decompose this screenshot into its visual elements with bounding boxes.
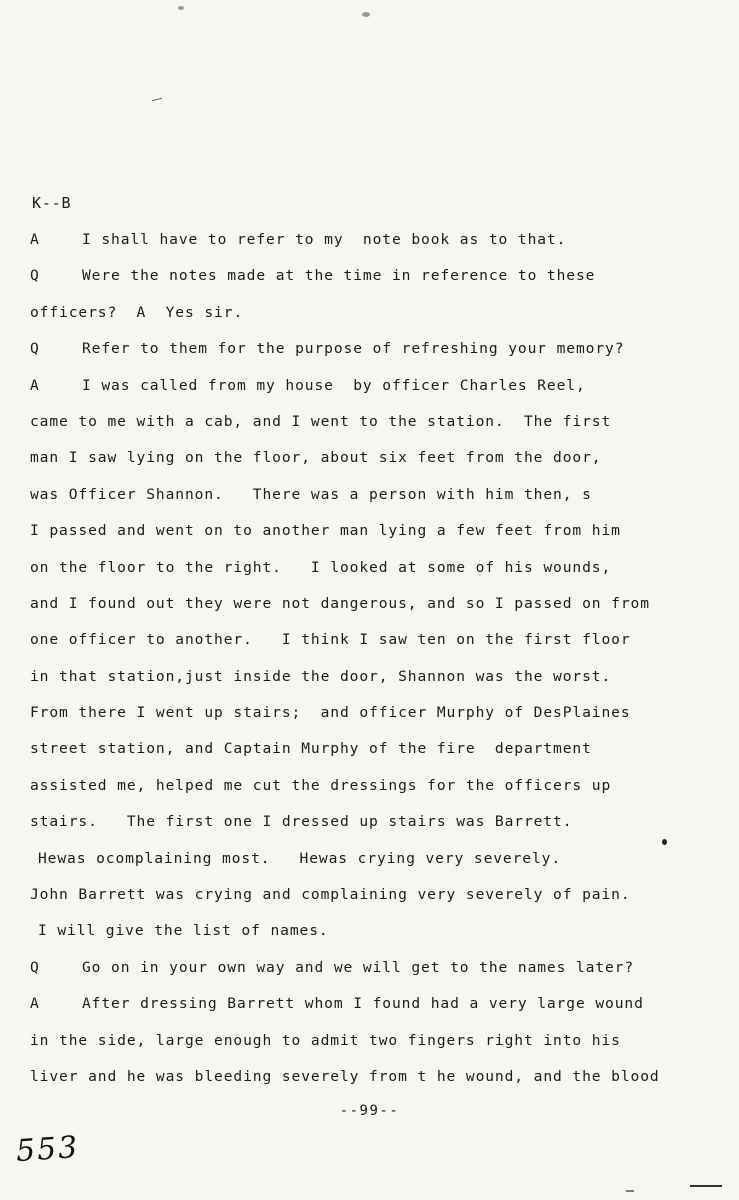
scan-speck <box>362 12 370 17</box>
testimony-line <box>30 477 720 513</box>
speaker-label: Q <box>30 267 40 285</box>
testimony-body <box>30 222 720 1095</box>
testimony-line <box>30 659 720 695</box>
line-text: one officer to another. I think I saw ten on the first floor <box>30 631 631 649</box>
line-text: After dressing Barrett whom I found had a very large wound <box>82 995 644 1013</box>
line-text: in that station,just inside the door, Shannon was the worst. <box>30 667 612 685</box>
scan-mark <box>690 1185 722 1187</box>
speaker-label: A <box>30 376 40 394</box>
speaker-label: A <box>30 231 40 248</box>
speaker-label: Q <box>30 958 40 976</box>
handwritten-page-number: 553 <box>14 1129 81 1170</box>
testimony-line <box>30 877 720 913</box>
line-text: street station, and Captain Murphy of the fire department <box>30 740 592 758</box>
speaker-label: Q <box>30 340 40 358</box>
line-text: and I found out they were not dangerous, and so I passed on from <box>30 594 650 612</box>
testimony-line <box>30 622 720 658</box>
testimony-line <box>30 986 720 1022</box>
line-text: From there I went up stairs; and officer Murphy of DesPlaines <box>30 704 631 722</box>
line-text: liver and he was bleeding severely from t he wound, and the blood <box>30 1067 660 1085</box>
line-text: I will give the list of names. <box>38 922 329 940</box>
testimony-line <box>30 295 720 331</box>
testimony-line <box>30 440 720 476</box>
line-text: stairs. The first one I dressed up stairs was Barrett. <box>30 813 573 831</box>
testimony-line <box>30 768 720 804</box>
testimony-line <box>30 804 720 840</box>
testimony-line <box>30 841 720 877</box>
line-text: Refer to them for the purpose of refreshing your memory? <box>82 340 625 358</box>
page-number: --99-- <box>339 1103 400 1119</box>
testimony-line <box>30 950 720 986</box>
testimony-line <box>30 550 720 586</box>
testimony-line <box>30 222 720 258</box>
testimony-line <box>30 513 720 549</box>
line-text: Were the notes made at the time in reference to these <box>82 267 596 285</box>
testimony-line <box>30 1059 720 1095</box>
testimony-line <box>30 1023 720 1059</box>
scan-mark <box>152 98 162 102</box>
testimony-line <box>30 258 720 294</box>
line-text: Hewas ocomplaining most. Hewas crying very severely. <box>38 849 562 867</box>
testimony-line <box>30 695 720 731</box>
testimony-line <box>30 404 720 440</box>
line-text: assisted me, helped me cut the dressings for the officers up <box>30 776 612 794</box>
testimony-line <box>30 331 720 367</box>
header-label: K--B <box>32 194 72 212</box>
testimony-line <box>30 913 720 949</box>
line-text: on the floor to the right. I looked at some of his wounds, <box>30 558 612 576</box>
line-text: I shall have to refer to my note book as to that. <box>82 231 567 248</box>
line-text: I passed and went on to another man lying a few feet from him <box>30 522 621 540</box>
line-text: was Officer Shannon. There was a person with him then, s <box>30 485 592 503</box>
testimony-line <box>30 731 720 767</box>
line-text: man I saw lying on the floor, about six feet from the door, <box>30 449 602 467</box>
ink-dot <box>662 839 667 845</box>
line-text: officers? A Yes sir. <box>30 303 244 321</box>
testimony-line <box>30 368 720 404</box>
speaker-label: A <box>30 995 40 1013</box>
line-text: in the side, large enough to admit two fingers right into his <box>30 1031 621 1049</box>
scan-mark <box>626 1190 634 1192</box>
line-text: came to me with a cab, and I went to the station. The first <box>30 412 612 430</box>
line-text: John Barrett was crying and complaining very severely of pain. <box>30 886 631 904</box>
line-text: I was called from my house by officer Charles Reel, <box>82 376 586 394</box>
testimony-line <box>30 586 720 622</box>
scan-speck <box>178 6 184 10</box>
line-text: Go on in your own way and we will get to the names later? <box>82 958 635 976</box>
